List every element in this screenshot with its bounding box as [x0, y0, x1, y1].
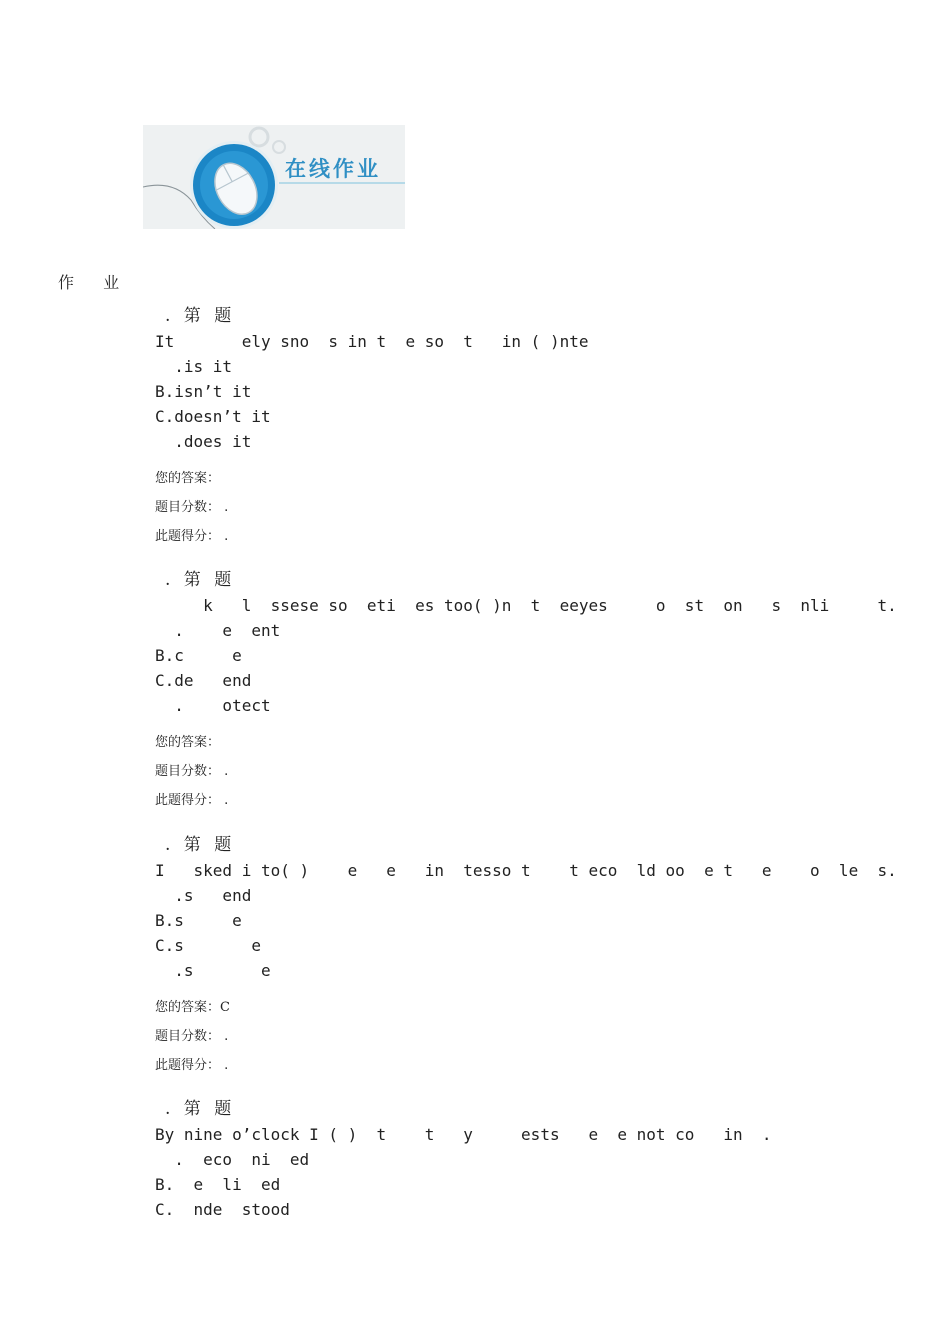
earned-score-value: . — [220, 1058, 229, 1073]
option-a[interactable]: .is it — [155, 357, 233, 376]
section-title: 作 业 — [58, 273, 132, 292]
question-stem: k l ssese so eti es too( )n t eeyes o st on s nli t. — [155, 596, 897, 615]
question-score-row — [155, 493, 895, 522]
option-c[interactable]: C.de end — [155, 671, 252, 690]
option-a[interactable]: . e ent — [155, 621, 281, 640]
your-answer-row — [155, 464, 895, 493]
option-b[interactable]: B. e li ed — [155, 1175, 281, 1194]
your-answer-label: 您的答案： — [155, 471, 221, 486]
earned-score-label: 此题得分： — [155, 529, 221, 544]
option-d[interactable]: . otect — [155, 696, 271, 715]
earned-score-label: 此题得分： — [155, 793, 221, 808]
option-b[interactable]: B.s e — [155, 911, 242, 930]
question-stem: I sked i to( ) e e in tesso t t eco ld oo e t e o le s. — [155, 861, 897, 880]
question-score-row — [155, 757, 895, 786]
option-c[interactable]: C.s e — [155, 936, 261, 955]
your-answer-label: 您的答案： — [155, 735, 221, 750]
earned-score-row — [155, 786, 895, 815]
question-header: . 第 题 — [165, 1099, 236, 1119]
question-3 — [155, 833, 895, 1080]
question-1 — [155, 304, 895, 551]
your-answer-row — [155, 728, 895, 757]
question-score-label: 题目分数： — [155, 764, 221, 779]
question-stem: By nine o’clock I ( ) t t y ests e e not co in . — [155, 1125, 772, 1144]
your-answer-row — [155, 993, 895, 1022]
question-score-value: . — [220, 500, 229, 515]
banner-title: 在线作业 — [285, 157, 381, 181]
question-header: . 第 题 — [165, 835, 236, 855]
option-b[interactable]: B.isn’t it — [155, 382, 252, 401]
option-a[interactable]: . eco ni ed — [155, 1150, 310, 1169]
option-d[interactable]: .does it — [155, 432, 252, 451]
question-2 — [155, 568, 895, 815]
earned-score-value: . — [220, 529, 229, 544]
question-score-label: 题目分数： — [155, 500, 221, 515]
option-d[interactable]: .s e — [155, 961, 271, 980]
question-score-row — [155, 1022, 895, 1051]
question-stem: It ely sno s in t e so t in ( )nte — [155, 332, 589, 351]
question-score-value: . — [220, 764, 229, 779]
question-4 — [155, 1097, 895, 1222]
earned-score-value: . — [220, 793, 229, 808]
your-answer-value: C — [220, 1000, 230, 1015]
question-score-value: . — [220, 1029, 229, 1044]
earned-score-row — [155, 522, 895, 551]
question-score-label: 题目分数： — [155, 1029, 221, 1044]
earned-score-row — [155, 1051, 895, 1080]
option-c[interactable]: C. nde stood — [155, 1200, 290, 1219]
your-answer-label: 您的答案： — [155, 1000, 221, 1015]
question-header: . 第 题 — [165, 306, 236, 326]
question-header: . 第 题 — [165, 570, 236, 590]
earned-score-label: 此题得分： — [155, 1058, 221, 1073]
option-a[interactable]: .s end — [155, 886, 252, 905]
option-b[interactable]: B.c e — [155, 646, 242, 665]
option-c[interactable]: C.doesn’t it — [155, 407, 271, 426]
online-homework-banner — [143, 125, 405, 229]
